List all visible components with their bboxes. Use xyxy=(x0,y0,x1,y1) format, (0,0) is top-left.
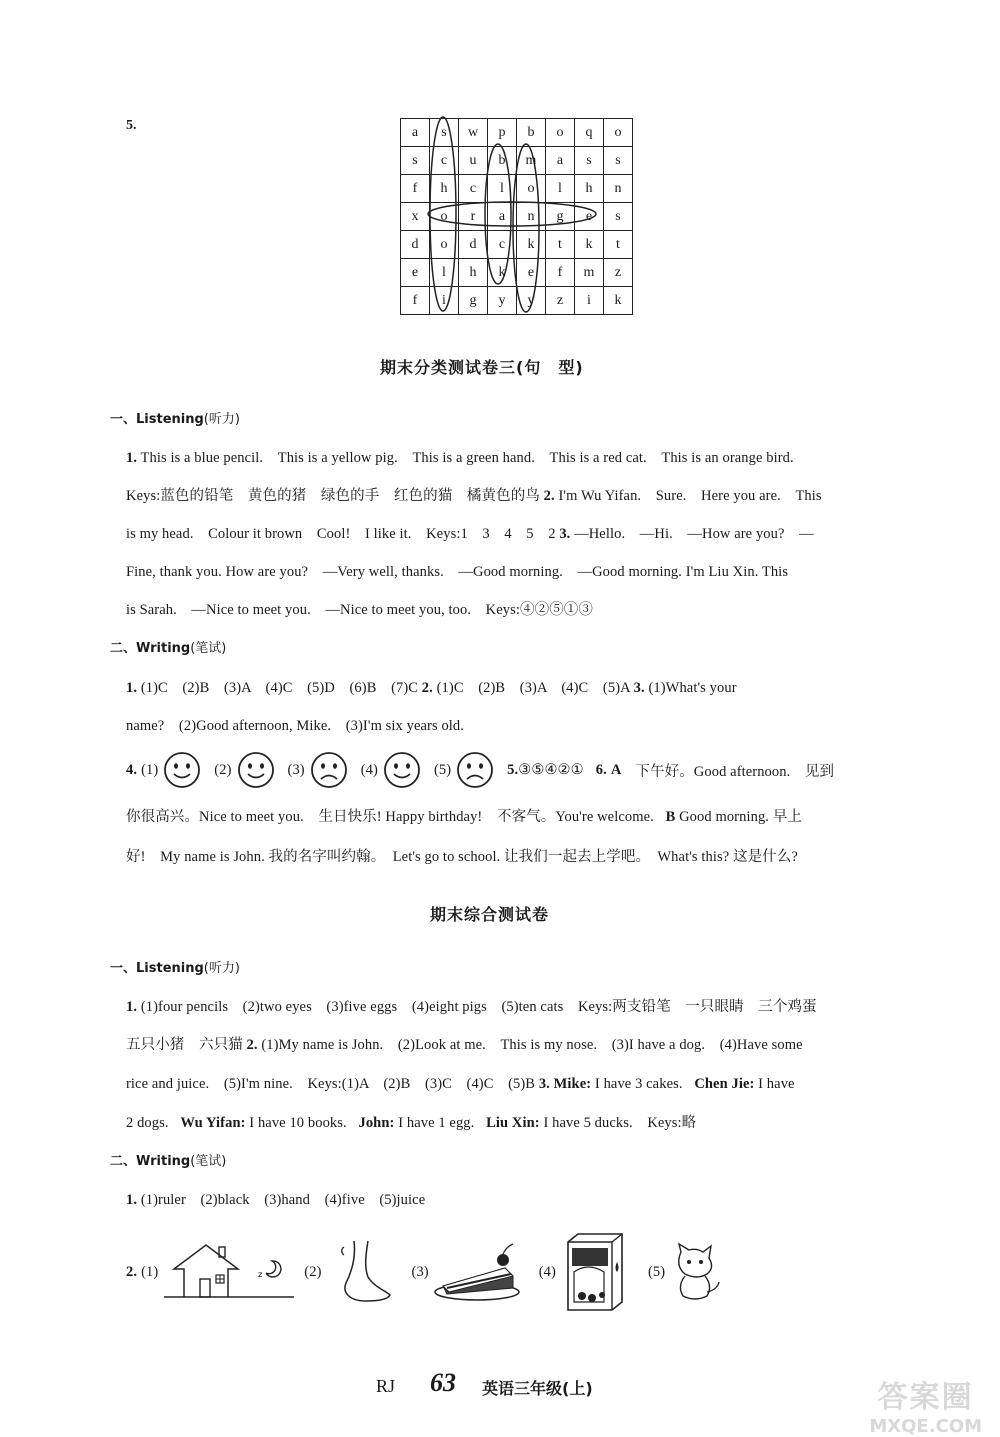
num: 2. xyxy=(421,680,433,696)
section-title-final-test: 期末综合测试卷 xyxy=(430,905,550,924)
grid-cell: f xyxy=(401,175,430,203)
grid-cell: b xyxy=(488,147,517,175)
s1-writing-line-5 xyxy=(126,845,798,866)
grid-cell: o xyxy=(430,203,459,231)
grid-cell: k xyxy=(517,231,546,259)
grid-cell: w xyxy=(459,119,488,147)
sad-face-icon xyxy=(309,750,349,790)
text: (1)My name is John. (2)Look at me. This is my nose. (3)I have a dog. (4)Have some xyxy=(261,1037,803,1053)
writing-header-2 xyxy=(110,1150,226,1169)
speaker: Liu Xin: xyxy=(486,1115,540,1131)
text: (1)C (2)B (3)A (4)C (5)A xyxy=(436,680,630,696)
pic-label: (3) xyxy=(411,1263,429,1280)
text: 2 dogs. xyxy=(126,1115,169,1131)
s1-line-3 xyxy=(126,522,814,543)
face-label: (2) xyxy=(214,761,232,778)
watermark-text: 答案圈 xyxy=(877,1380,974,1415)
num: 2. xyxy=(126,1263,138,1280)
grid-cell: d xyxy=(401,231,430,259)
num: 1. xyxy=(126,450,138,466)
svg-text:z: z xyxy=(258,1270,263,1279)
grid-cell: s xyxy=(575,147,604,175)
s2-writing-line-1 xyxy=(126,1188,425,1209)
grid-cell: m xyxy=(575,259,604,287)
listening-header-2 xyxy=(110,957,240,976)
grid-cell: h xyxy=(430,175,459,203)
happy-face-icon xyxy=(162,750,202,790)
text: I have 1 egg. xyxy=(398,1115,475,1131)
text: (1)What's your xyxy=(648,680,737,696)
grid-cell: e xyxy=(401,259,430,287)
grid-cell: s xyxy=(604,203,633,231)
pic-label: (4) xyxy=(538,1263,556,1280)
text: Fine, thank you. How are you? —Very well, thanks. —Good morning. —Good morning. I'm Liu Xin. This xyxy=(126,564,789,580)
grid-cell: t xyxy=(604,231,633,259)
num: 3. xyxy=(538,1076,550,1092)
grid-cell: f xyxy=(401,287,430,315)
header-prefix: 一、 xyxy=(110,961,137,976)
sad-face-icon xyxy=(455,750,495,790)
happy-face-icon xyxy=(236,750,276,790)
grid-cell: c xyxy=(430,147,459,175)
grid-cell: o xyxy=(517,175,546,203)
letter: B xyxy=(665,809,676,825)
text: ③⑤④②① xyxy=(518,761,584,778)
pic-label: (2) xyxy=(304,1263,322,1280)
grid-row xyxy=(401,175,633,203)
text: I have 3 cakes. xyxy=(594,1076,683,1092)
grid-row xyxy=(401,287,633,315)
grid-cell: t xyxy=(546,231,575,259)
text: 五只小猪 六只猫 xyxy=(126,1037,243,1053)
header-en: Writing xyxy=(136,1154,191,1169)
text: This is a blue pencil. This is a yellow pig. This is a green hand. This is a red cat. This is an orange bird. xyxy=(140,450,794,466)
grid-cell: q xyxy=(575,119,604,147)
num: 6. xyxy=(595,761,607,778)
grid-row xyxy=(401,259,633,287)
text: (1)C (2)B (3)A (4)C (5)D (6)B (7)C xyxy=(140,680,419,696)
speaker: John: xyxy=(358,1115,395,1131)
header-cn: (听力) xyxy=(203,412,240,427)
grid-cell: n xyxy=(604,175,633,203)
grid-cell: k xyxy=(575,231,604,259)
header-prefix: 二、 xyxy=(110,641,137,656)
face-label: (1) xyxy=(141,761,159,778)
letter: A xyxy=(610,761,622,778)
face-label: (3) xyxy=(287,761,305,778)
text: name? (2)Good afternoon, Mike. (3)I'm six years old. xyxy=(126,718,464,734)
num: 1. xyxy=(126,680,138,696)
s1-line-4 xyxy=(126,560,788,581)
s2-line-1 xyxy=(126,995,817,1016)
grid-cell: l xyxy=(546,175,575,203)
header-cn: (笔试) xyxy=(190,1154,227,1169)
pic-label: (1) xyxy=(141,1263,159,1280)
num: 2. xyxy=(543,488,555,504)
header-prefix: 二、 xyxy=(110,1154,137,1169)
grid-cell: k xyxy=(604,287,633,315)
text: I have 10 books. xyxy=(249,1115,347,1131)
grid-cell: b xyxy=(517,119,546,147)
grid-cell: z xyxy=(546,287,575,315)
grid-cell: g xyxy=(546,203,575,231)
text: Good morning. 早上 xyxy=(679,809,802,825)
num: 5. xyxy=(507,761,519,778)
grid-cell: c xyxy=(459,175,488,203)
speaker: Wu Yifan: xyxy=(180,1115,246,1131)
num: 1. xyxy=(126,1192,138,1208)
grid-cell: s xyxy=(430,119,459,147)
grid-cell: s xyxy=(604,147,633,175)
s2-line-3 xyxy=(126,1072,795,1093)
happy-face-icon xyxy=(382,750,422,790)
header-prefix: 一、 xyxy=(110,412,137,427)
text: Keys:蓝色的铅笔 黄色的猪 绿色的手 红色的猫 橘黄色的鸟 xyxy=(126,488,540,504)
s2-pictures-row xyxy=(126,1232,723,1312)
text: is Sarah. —Nice to meet you. —Nice to meet you, too. Keys:④②⑤①③ xyxy=(126,602,593,618)
grid-cell: h xyxy=(575,175,604,203)
footer-left: RJ xyxy=(376,1376,396,1396)
grid-cell: d xyxy=(459,231,488,259)
grid-cell: l xyxy=(430,259,459,287)
grid-row xyxy=(401,147,633,175)
grid-cell: s xyxy=(401,147,430,175)
grid-cell: m xyxy=(517,147,546,175)
cake-icon xyxy=(433,1242,523,1302)
s1-writing-line-4 xyxy=(126,805,802,826)
juice-box-icon xyxy=(564,1232,626,1312)
grid-cell: i xyxy=(430,287,459,315)
grid-cell: r xyxy=(459,203,488,231)
section-title-sentence-test: 期末分类测试卷三(句 型) xyxy=(380,358,584,377)
grid-cell: y xyxy=(517,287,546,315)
grid-cell: h xyxy=(459,259,488,287)
s1-writing-line-2 xyxy=(126,714,464,735)
faces-row xyxy=(137,750,499,790)
num: 4. xyxy=(126,761,138,778)
grid-cell: a xyxy=(546,147,575,175)
text: 好! My name is John. 我的名字叫约翰。 Let's go to school. 让我们一起去上学吧。 What's this? 这是什么? xyxy=(126,849,798,865)
s1-writing-line-1 xyxy=(126,676,737,697)
pic-label: (5) xyxy=(647,1263,666,1280)
grid-cell: x xyxy=(401,203,430,231)
word-search-grid xyxy=(400,118,633,315)
cat-icon xyxy=(667,1242,723,1302)
grid-cell: c xyxy=(488,231,517,259)
speaker: Mike: xyxy=(553,1076,592,1092)
grid-cell: k xyxy=(488,259,517,287)
num: 2. xyxy=(246,1037,258,1053)
s1-faces-line xyxy=(126,750,834,790)
grid-cell: u xyxy=(459,147,488,175)
footer-right: 英语三年级(上) xyxy=(482,1379,593,1398)
grid-row xyxy=(401,231,633,259)
watermark-url: MXQE.COM xyxy=(869,1416,982,1437)
s1-line-2 xyxy=(126,484,822,505)
grid-cell: f xyxy=(546,259,575,287)
text: —Hello. —Hi. —How are you? — xyxy=(574,526,814,542)
grid-cell: p xyxy=(488,119,517,147)
header-en: Writing xyxy=(136,641,191,656)
header-en: Listening xyxy=(136,961,204,976)
s2-line-4 xyxy=(126,1111,696,1132)
question-5-label: 5. xyxy=(126,118,137,133)
house-icon xyxy=(164,1239,294,1305)
num: 1. xyxy=(126,999,138,1015)
s2-line-2 xyxy=(126,1033,803,1054)
text: rice and juice. (5)I'm nine. Keys:(1)A (2)B (3)C (4)C (5)B xyxy=(126,1076,536,1092)
grid-row xyxy=(401,119,633,147)
s1-line-1 xyxy=(126,446,794,467)
speaker: Chen Jie: xyxy=(694,1076,755,1092)
num: 3. xyxy=(559,526,571,542)
text: (1)four pencils (2)two eyes (3)five eggs (4)eight pigs (5)ten cats Keys:两支铅笔 一只眼睛 三个鸡蛋 xyxy=(140,999,817,1015)
grid-cell: e xyxy=(517,259,546,287)
grid-cell: o xyxy=(604,119,633,147)
text: 下午好。Good afternoon. 见到 xyxy=(635,763,835,780)
foot-icon xyxy=(326,1237,396,1307)
grid-cell: e xyxy=(575,203,604,231)
header-cn: (笔试) xyxy=(190,641,227,656)
header-en: Listening xyxy=(136,412,204,427)
text: is my head. Colour it brown Cool! I like it. Keys:1 3 4 5 2 xyxy=(126,526,556,542)
grid-cell: a xyxy=(488,203,517,231)
grid-cell: i xyxy=(575,287,604,315)
text: I have 5 ducks. Keys:略 xyxy=(543,1115,697,1131)
header-cn: (听力) xyxy=(203,961,240,976)
text: I have xyxy=(758,1076,795,1092)
listening-header-1 xyxy=(110,408,240,427)
grid-row xyxy=(401,203,633,231)
grid-cell: a xyxy=(401,119,430,147)
face-label: (5) xyxy=(433,761,452,778)
grid-cell: n xyxy=(517,203,546,231)
text: I'm Wu Yifan. Sure. Here you are. This xyxy=(558,488,822,504)
grid-cell: z xyxy=(604,259,633,287)
text: (1)ruler (2)black (3)hand (4)five (5)juice xyxy=(140,1192,426,1208)
grid-cell: o xyxy=(546,119,575,147)
text: 你很高兴。Nice to meet you. 生日快乐! Happy birthday! 不客气。You're welcome. xyxy=(126,809,654,825)
watermark-logo xyxy=(869,1372,982,1437)
grid-cell: y xyxy=(488,287,517,315)
grid-cell: o xyxy=(430,231,459,259)
grid-cell: g xyxy=(459,287,488,315)
num: 3. xyxy=(633,680,645,696)
grid-cell: l xyxy=(488,175,517,203)
face-label: (4) xyxy=(360,761,378,778)
s1-line-5 xyxy=(126,598,593,619)
writing-header-1 xyxy=(110,637,226,656)
page-number: 63 xyxy=(430,1368,456,1397)
